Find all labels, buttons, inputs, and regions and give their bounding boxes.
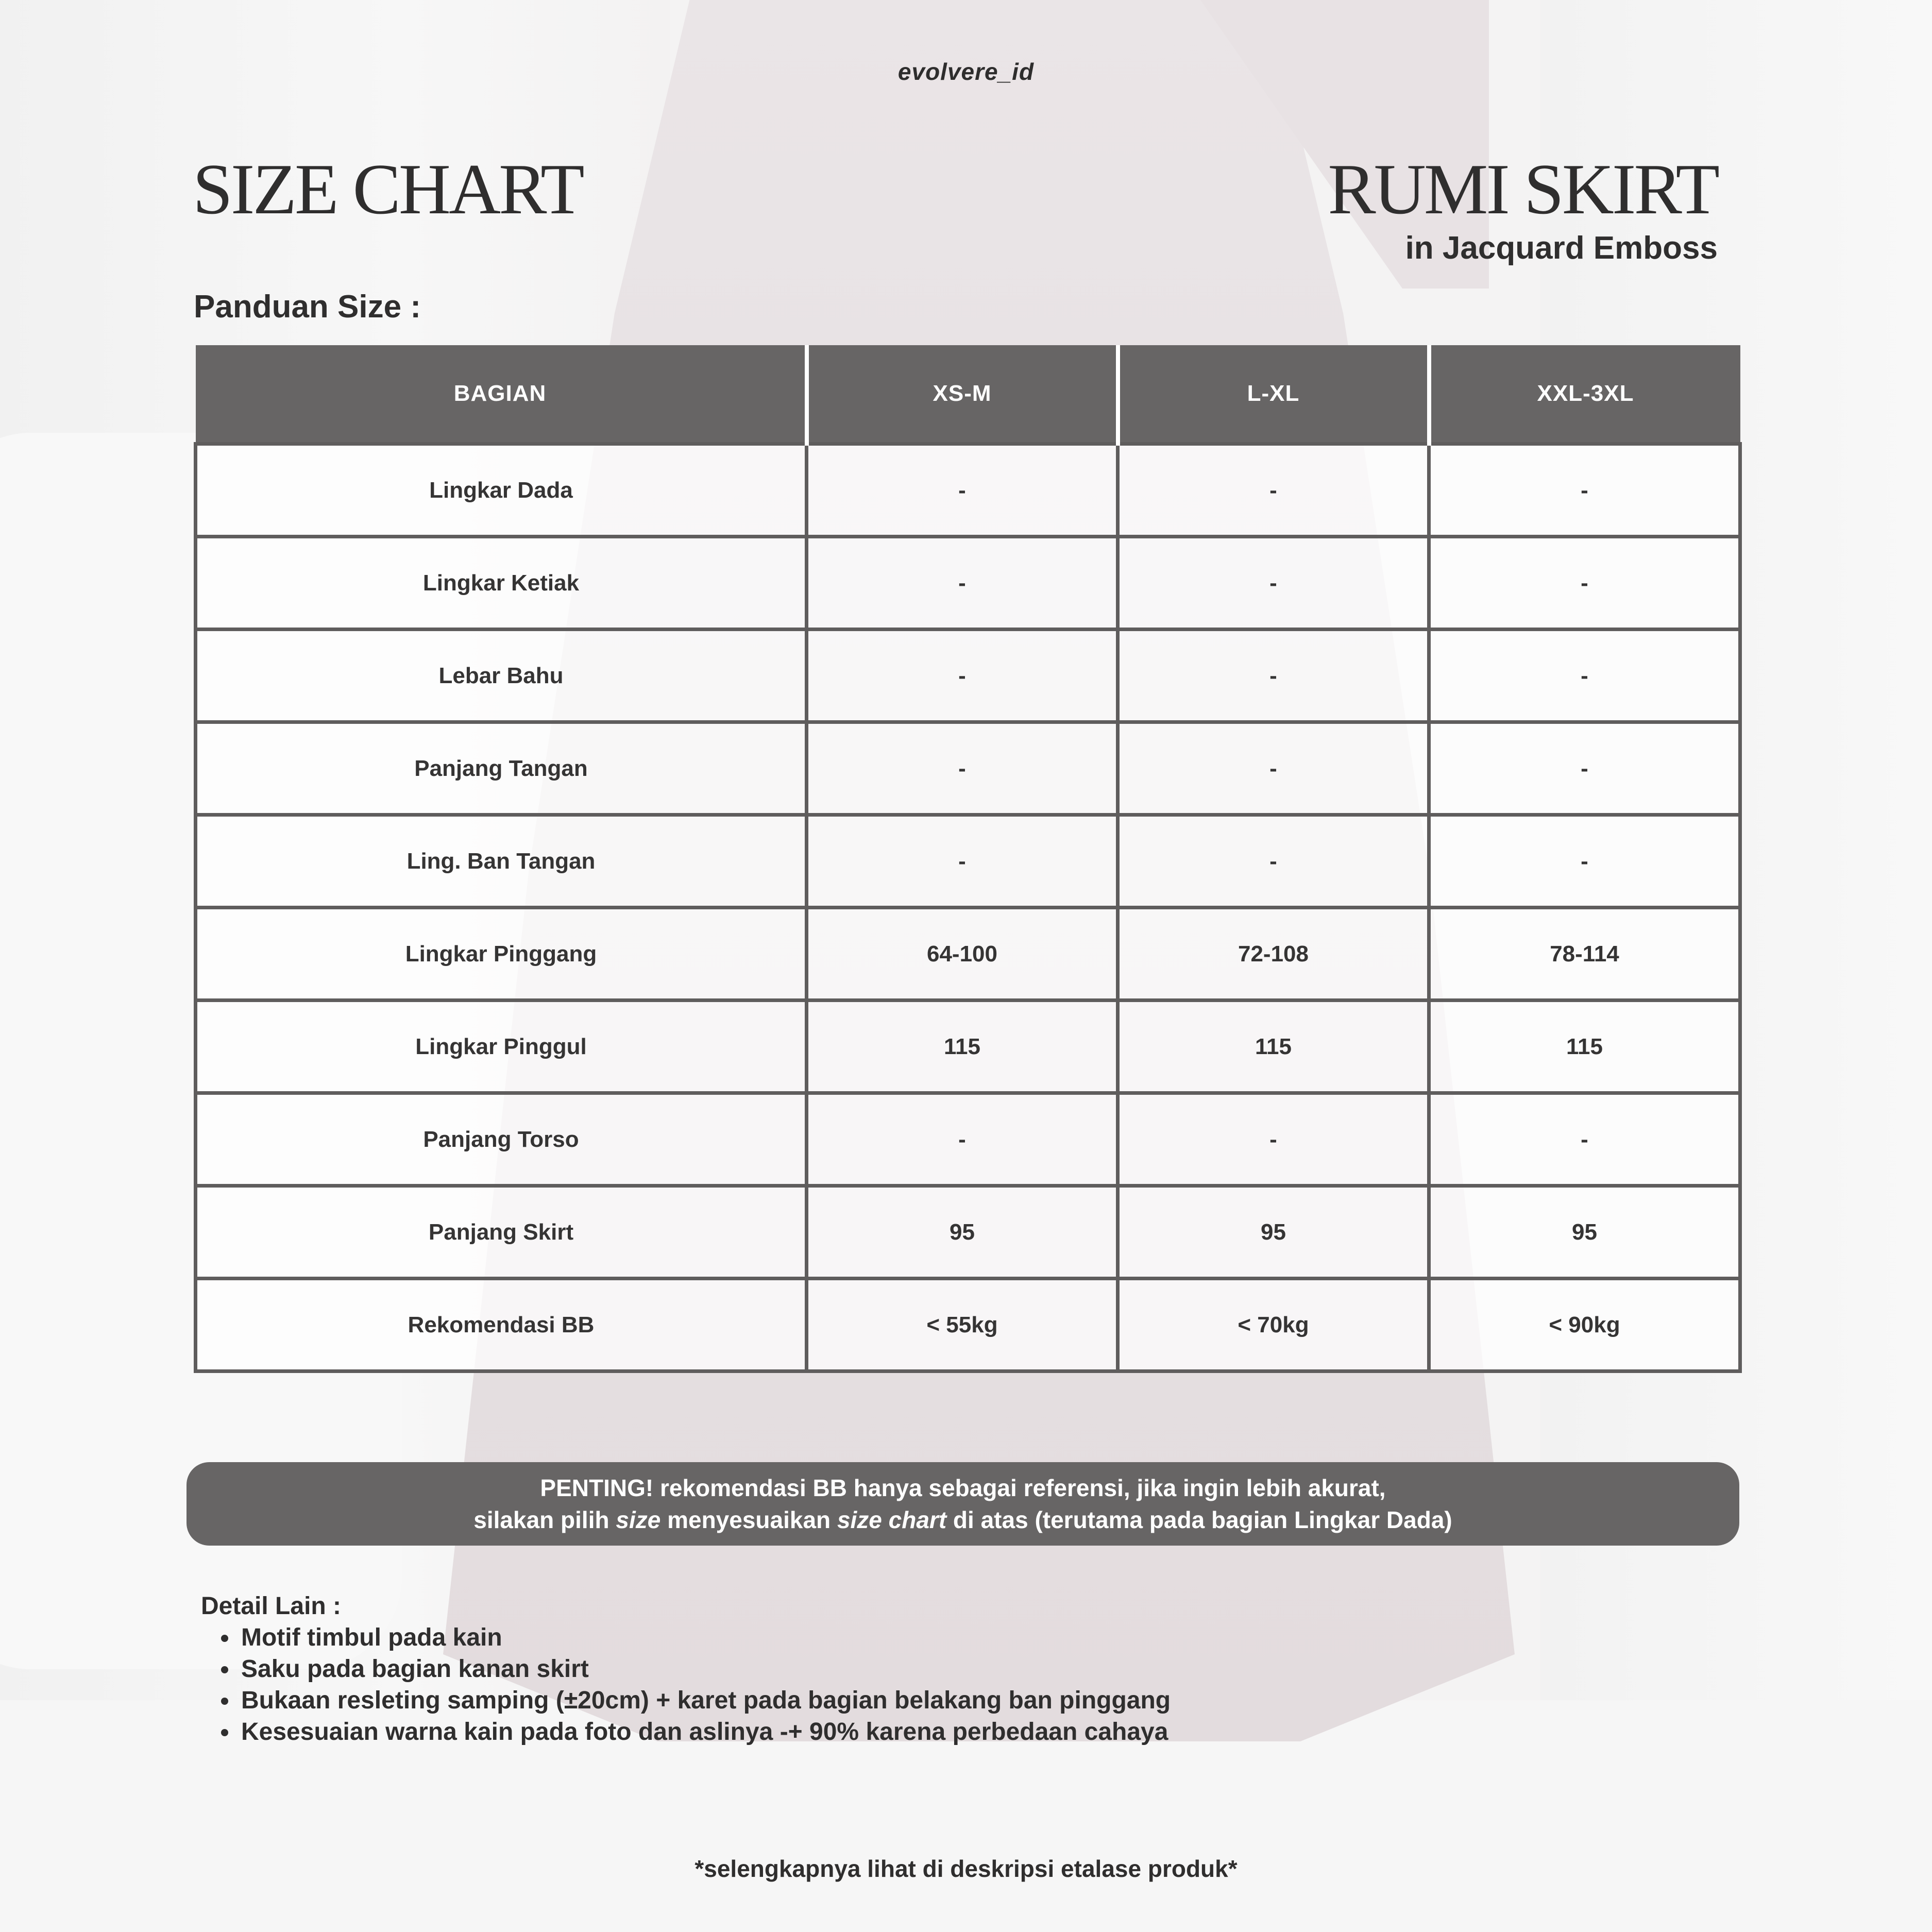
table-cell: - [1429,722,1740,815]
header-xxl-3xl: XXL-3XL [1429,345,1740,444]
table-cell: - [1429,537,1740,630]
table-row [196,908,1740,1001]
table-cell: 72-108 [1118,908,1429,1001]
table-row [196,1186,1740,1279]
table-cell: 115 [807,1001,1118,1093]
row-label: Lebar Bahu [196,630,807,722]
table-cell: - [1118,537,1429,630]
table-cell: < 90kg [1429,1279,1740,1371]
notice-line-1: PENTING! rekomendasi BB hanya sebagai referensi, jika ingin lebih akurat, [540,1475,1386,1501]
table-cell: - [1118,815,1429,908]
table-cell: - [807,815,1118,908]
details-list [201,1622,1171,1748]
header-bagian: BAGIAN [196,345,807,444]
notice-emphasis: size chart [837,1506,947,1533]
table-cell: 115 [1429,1001,1740,1093]
table-row [196,1001,1740,1093]
row-label: Panjang Skirt [196,1186,807,1279]
table-row [196,630,1740,722]
row-label: Lingkar Dada [196,444,807,537]
table-cell: 115 [1118,1001,1429,1093]
list-item: • Kesesuaian warna kain pada foto dan aslinya -+ 90% karena perbedaan cahaya [239,1716,1171,1748]
notice-text: menyesuaikan [660,1506,837,1533]
list-item: • Bukaan resleting samping (±20cm) + karet pada bagian belakang ban pinggang [239,1685,1171,1716]
footer-note: *selengkapnya lihat di deskripsi etalase produk* [694,1855,1238,1882]
list-item: • Saku pada bagian kanan skirt [239,1653,1171,1685]
table-cell: - [807,1093,1118,1186]
header-l-xl: L-XL [1118,345,1429,444]
table-cell: - [1118,444,1429,537]
table-header-row [196,345,1740,444]
table-cell: - [807,722,1118,815]
notice-text: di atas (terutama pada bagian Lingkar Dada) [946,1506,1452,1533]
page-title: SIZE CHART [193,149,583,229]
size-table [194,345,1742,1373]
table-cell: - [807,444,1118,537]
table-row [196,1093,1740,1186]
header-xs-m: XS-M [807,345,1118,444]
table-cell: - [1429,1093,1740,1186]
notice-line-2 [473,1504,1452,1536]
notice-text: silakan pilih [473,1506,616,1533]
table-cell: - [1429,630,1740,722]
row-label: Panjang Tangan [196,722,807,815]
product-name: RUMI SKIRT [1328,149,1718,229]
table-cell: - [807,537,1118,630]
table-row [196,815,1740,908]
row-label: Panjang Torso [196,1093,807,1186]
size-guide-label: Panduan Size : [194,289,421,325]
table-row [196,722,1740,815]
table-cell: 78-114 [1429,908,1740,1001]
table-cell: - [1429,444,1740,537]
table-cell: 95 [1429,1186,1740,1279]
table-cell: < 55kg [807,1279,1118,1371]
table-cell: 95 [807,1186,1118,1279]
row-label: Lingkar Pinggul [196,1001,807,1093]
table-row [196,444,1740,537]
product-subtitle: in Jacquard Emboss [1405,230,1718,266]
table-cell: - [1118,1093,1429,1186]
table-cell: - [1118,722,1429,815]
row-label: Lingkar Pinggang [196,908,807,1001]
list-item: • Motif timbul pada kain [239,1622,1171,1653]
table-row [196,537,1740,630]
table-cell: 64-100 [807,908,1118,1001]
notice-emphasis: size [616,1506,661,1533]
row-label: Rekomendasi BB [196,1279,807,1371]
table-cell: - [1429,815,1740,908]
table-cell: - [1118,630,1429,722]
important-notice [187,1462,1739,1546]
table-row [196,1279,1740,1371]
table-cell: < 70kg [1118,1279,1429,1371]
row-label: Lingkar Ketiak [196,537,807,630]
brand-handle: evolvere_id [897,58,1035,85]
table-cell: 95 [1118,1186,1429,1279]
row-label: Ling. Ban Tangan [196,815,807,908]
details-title: Detail Lain : [201,1592,342,1620]
table-cell: - [807,630,1118,722]
